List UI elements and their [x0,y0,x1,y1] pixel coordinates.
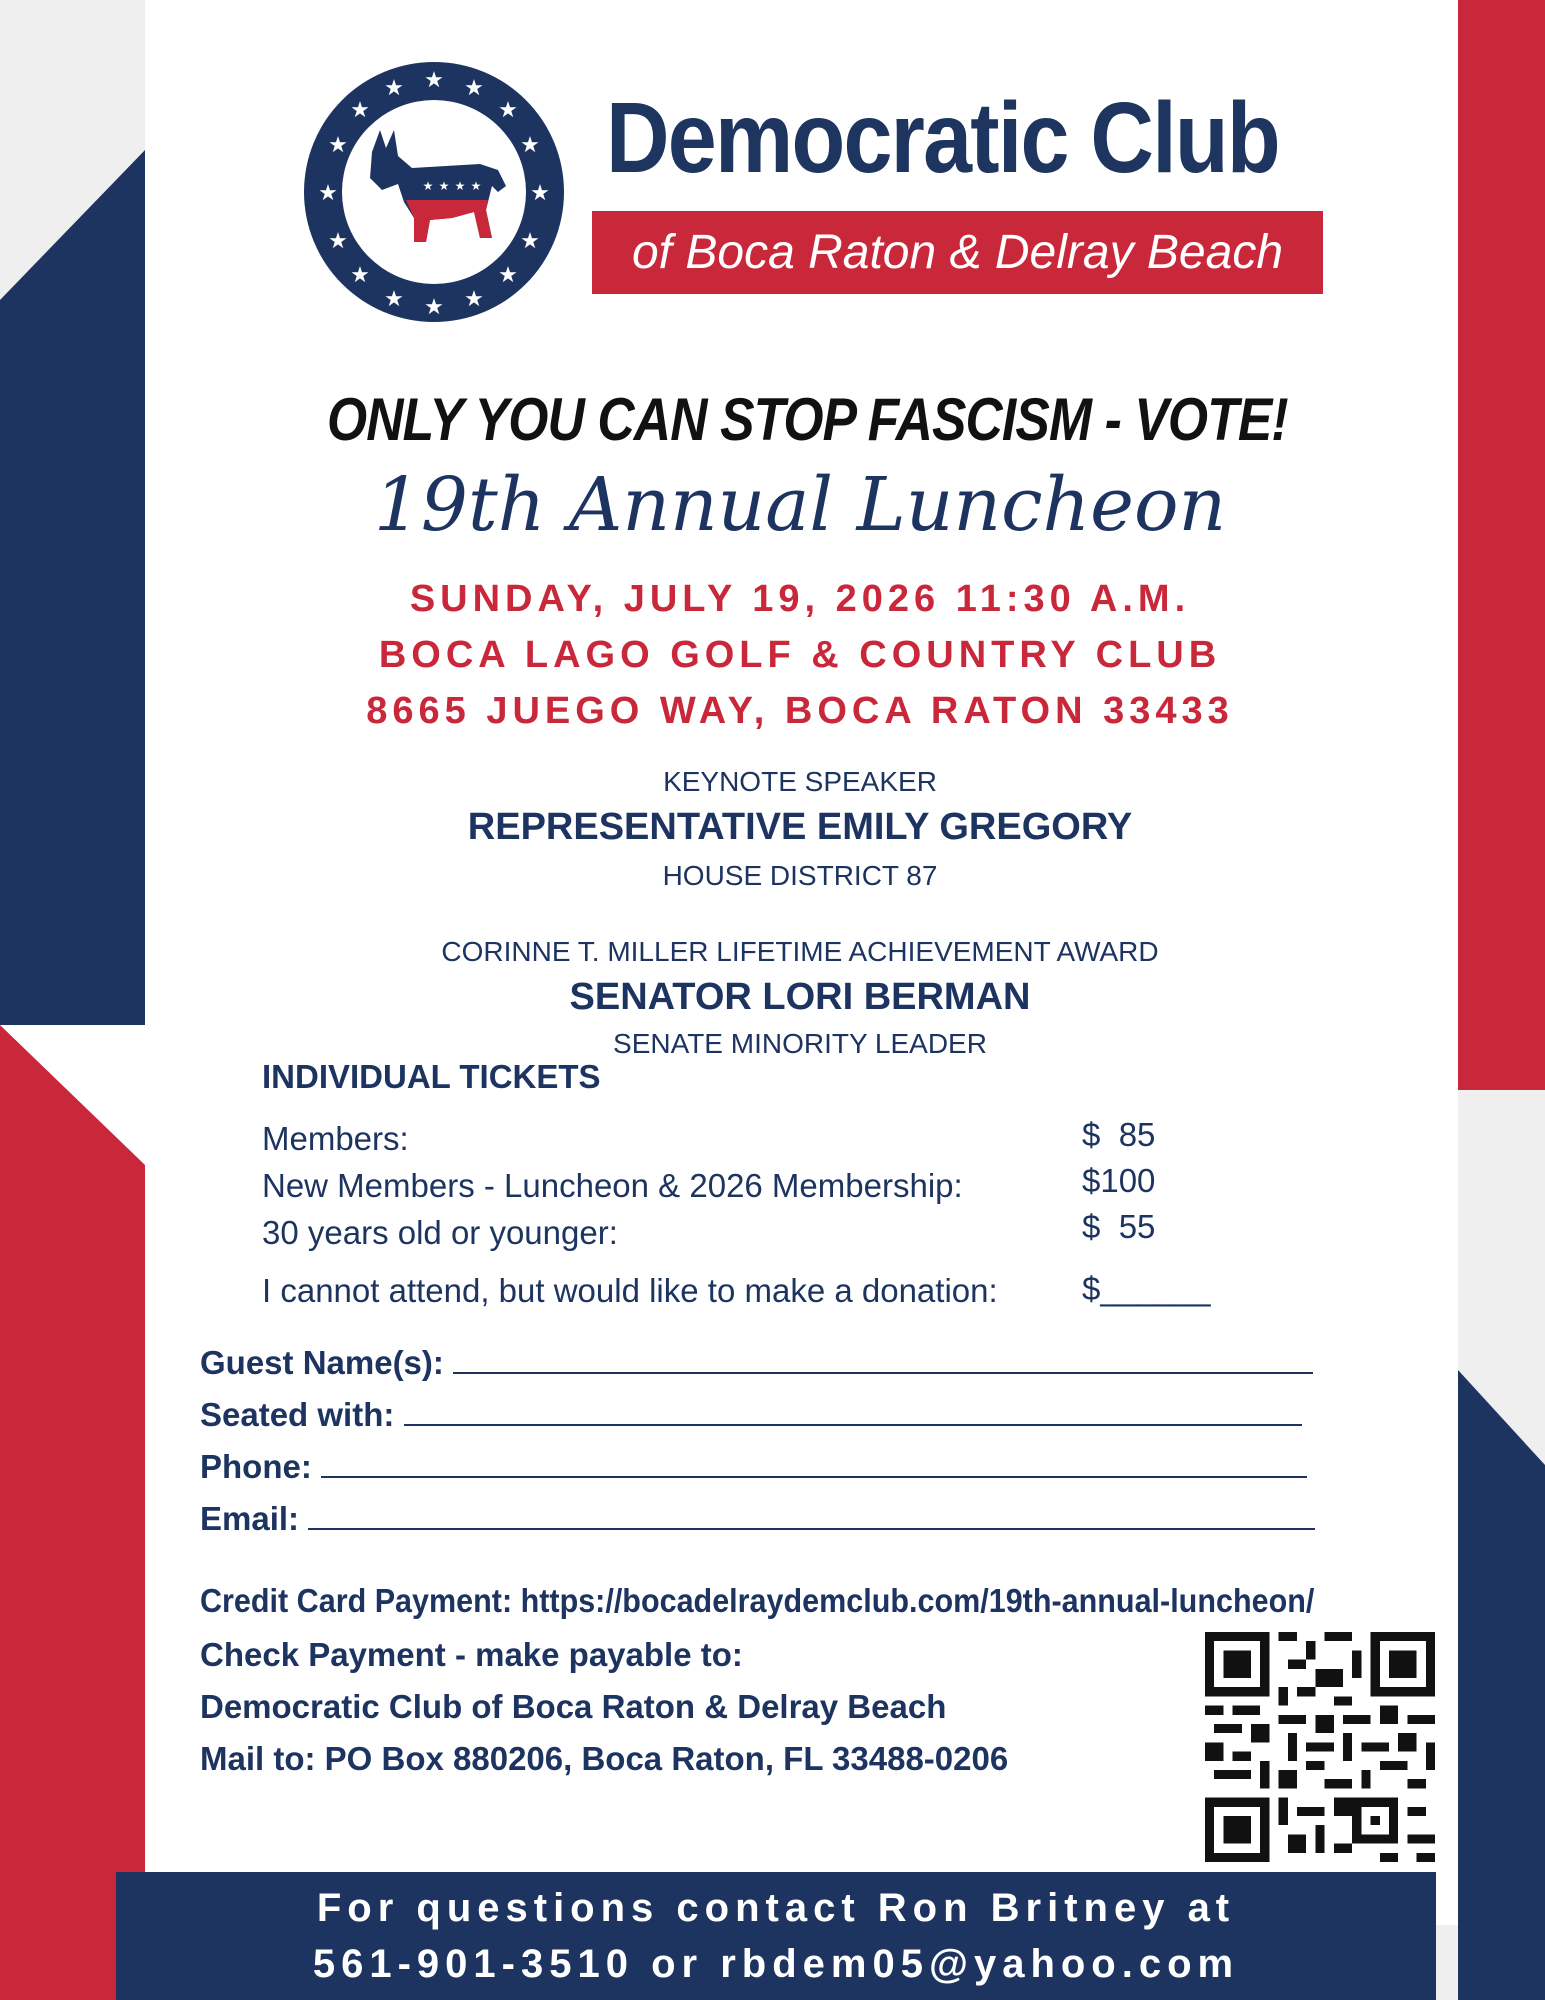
svg-text:★: ★ [520,229,540,254]
svg-text:★: ★ [350,263,370,288]
svg-text:★: ★ [464,287,484,312]
award-label: CORINNE T. MILLER LIFETIME ACHIEVEMENT AWARD [441,936,1159,967]
check-payment: Check Payment - make payable to: [200,1636,743,1673]
award-name: SENATOR LORI BERMAN [569,976,1031,1018]
phone-label: Phone: [200,1448,312,1485]
phone-row [200,1448,1307,1486]
qr-code-icon[interactable] [1205,1632,1435,1862]
svg-text:★: ★ [328,229,348,254]
slogan: ONLY YOU CAN STOP FASCISM - VOTE! [327,386,1288,453]
event-date-time: SUNDAY, JULY 19, 2026 11:30 A.M. [409,578,1191,620]
svg-text:★: ★ [498,98,518,123]
mailing-address: Mail to: PO Box 880206, Boca Raton, FL 33488-0206 [200,1740,1009,1777]
svg-text:★: ★ [328,133,348,158]
tickets-heading: INDIVIDUAL TICKETS [262,1058,601,1095]
ticket-price: $ 85 [1082,1116,1156,1153]
keynote-label: KEYNOTE SPEAKER [663,766,937,797]
email-field[interactable] [308,1502,1315,1530]
footer-contact-bar [116,1872,1436,2000]
credit-card-payment[interactable]: Credit Card Payment: https://bocadelraydemclub.com/19th-annual-luncheon/ [200,1582,1315,1619]
ticket-price: $ 55 [1082,1208,1156,1245]
award-role: SENATE MINORITY LEADER [613,1028,987,1059]
ticket-label: 30 years old or younger: [262,1214,618,1251]
footer-contact-line: For questions contact Ron Britney at [316,1886,1236,1930]
seated-with-label: Seated with: [200,1396,395,1433]
svg-text:★: ★ [530,181,550,206]
svg-text:★: ★ [424,295,444,320]
seated-with-field[interactable] [404,1398,1302,1426]
svg-text:★: ★ [384,76,404,101]
phone-field[interactable] [321,1450,1307,1478]
event-address: 8665 JUEGO WAY, BOCA RATON 33433 [366,690,1234,732]
ticket-label: Members: [262,1120,409,1157]
club-subtitle: of Boca Raton & Delray Beach [631,226,1284,279]
svg-text:★: ★ [384,287,404,312]
club-title: Democratic Club [606,82,1279,194]
email-row [200,1500,1315,1538]
seated-with-row [200,1396,1302,1434]
donation-label: I cannot attend, but would like to make a donation: [262,1272,998,1309]
svg-text:★: ★ [438,179,450,193]
svg-text:★: ★ [470,179,482,193]
donation-amount-field[interactable]: $______ [1082,1270,1211,1307]
guest-names-label: Guest Name(s): [200,1344,444,1381]
club-subtitle-banner [592,211,1323,294]
svg-text:★: ★ [520,133,540,158]
check-payee: Democratic Club of Boca Raton & Delray Beach [200,1688,947,1725]
svg-text:★: ★ [318,181,338,206]
ticket-label: New Members - Luncheon & 2026 Membership: [262,1167,963,1204]
svg-text:★: ★ [464,76,484,101]
event-venue: BOCA LAGO GOLF & COUNTRY CLUB [378,634,1222,676]
svg-text:★: ★ [422,179,434,193]
ticket-price: $100 [1082,1162,1156,1199]
guest-names-field[interactable] [453,1346,1313,1374]
keynote-name: REPRESENTATIVE EMILY GREGORY [467,806,1133,848]
svg-text:★: ★ [498,263,518,288]
event-name: 19th Annual Luncheon [373,462,1227,548]
footer-phone-email[interactable]: 561-901-3510 or rbdem05@yahoo.com [312,1942,1240,1986]
keynote-role: HOUSE DISTRICT 87 [662,860,938,891]
svg-text:★: ★ [350,98,370,123]
svg-text:★: ★ [454,179,466,193]
democratic-donkey-seal-icon [302,60,566,324]
svg-text:★: ★ [424,68,444,93]
email-label: Email: [200,1500,300,1537]
guest-names-row [200,1344,1313,1382]
